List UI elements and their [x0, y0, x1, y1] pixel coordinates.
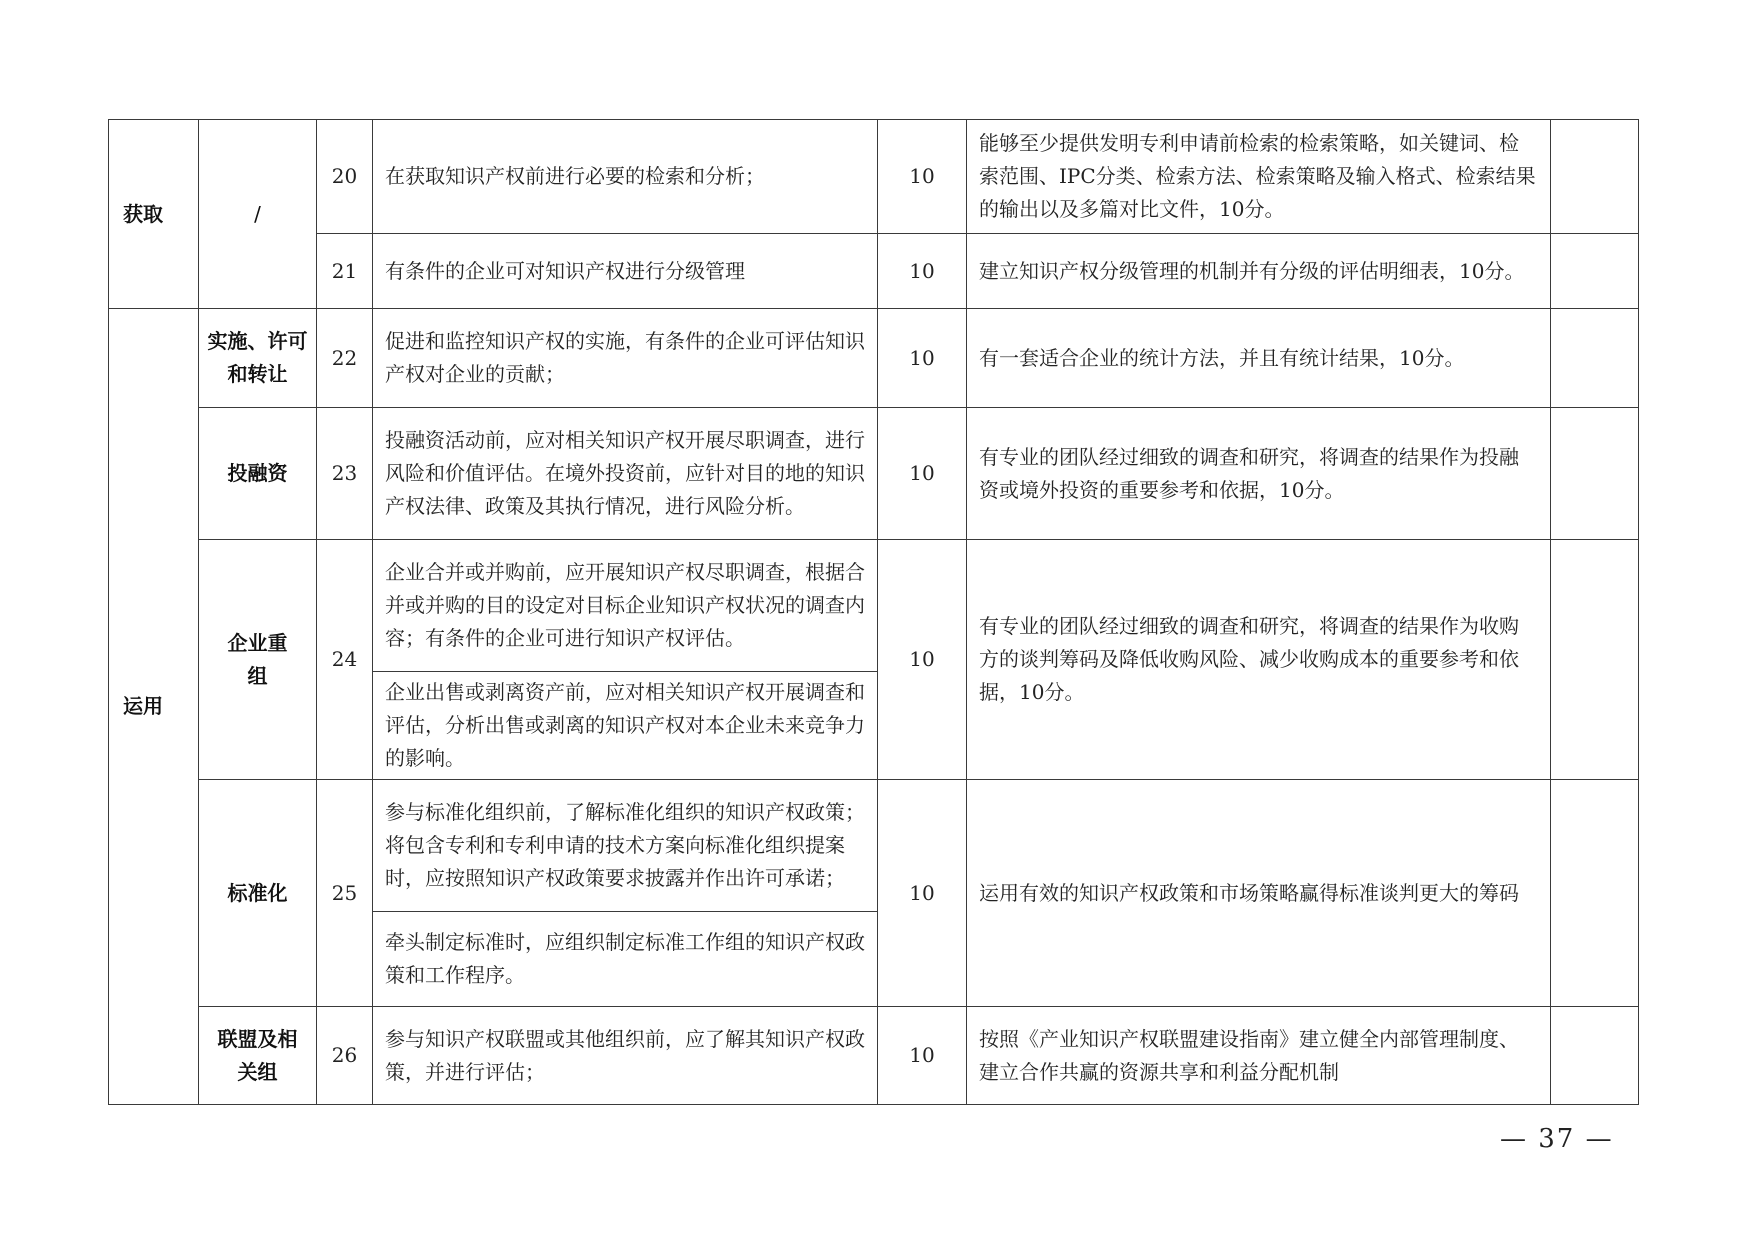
- subcategory-none: /: [199, 120, 317, 309]
- requirement-text: 牵头制定标准时，应组织制定标准工作组的知识产权政策和工作程序。: [373, 912, 878, 1007]
- result-cell: [1551, 120, 1639, 234]
- requirement-text: 有条件的企业可对知识产权进行分级管理: [373, 234, 878, 309]
- requirement-text: 企业出售或剥离资产前，应对相关知识产权开展调查和评估，分析出售或剥离的知识产权对本企业未来竞争力的影响。: [373, 672, 878, 780]
- item-number: 22: [317, 309, 373, 408]
- criteria-text: 运用有效的知识产权政策和市场策略赢得标准谈判更大的筹码: [967, 780, 1551, 1007]
- requirement-text: 投融资活动前，应对相关知识产权开展尽职调查，进行风险和价值评估。在境外投资前，应针对目的地的知识产权法律、政策及其执行情况，进行风险分析。: [373, 408, 878, 540]
- criteria-text: 有一套适合企业的统计方法，并且有统计结果，10分。: [967, 309, 1551, 408]
- score-value: 10: [878, 234, 967, 309]
- item-number: 21: [317, 234, 373, 309]
- score-value: 10: [878, 120, 967, 234]
- requirement-text: 促进和监控知识产权的实施，有条件的企业可评估知识产权对企业的贡献；: [373, 309, 878, 408]
- table-row: [109, 408, 1639, 540]
- score-value: 10: [878, 309, 967, 408]
- requirement-text: 企业合并或并购前，应开展知识产权尽职调查，根据合并或并购的目的设定对目标企业知识产权状况的调查内容；有条件的企业可进行知识产权评估。: [373, 540, 878, 672]
- category-use: 运用: [109, 309, 199, 1105]
- item-number: 20: [317, 120, 373, 234]
- requirement-text: 参与标准化组织前，了解标准化组织的知识产权政策；将包含专利和专利申请的技术方案向标准化组织提案时，应按照知识产权政策要求披露并作出许可承诺；: [373, 780, 878, 912]
- subcategory-investment: 投融资: [199, 408, 317, 540]
- requirement-text: 参与知识产权联盟或其他组织前，应了解其知识产权政策，并进行评估；: [373, 1007, 878, 1105]
- result-cell: [1551, 234, 1639, 309]
- score-value: 10: [878, 540, 967, 780]
- item-number: 26: [317, 1007, 373, 1105]
- criteria-text: 建立知识产权分级管理的机制并有分级的评估明细表，10分。: [967, 234, 1551, 309]
- result-cell: [1551, 1007, 1639, 1105]
- table-row: [109, 234, 1639, 309]
- score-value: 10: [878, 780, 967, 1007]
- item-number: 25: [317, 780, 373, 1007]
- result-cell: [1551, 540, 1639, 780]
- result-cell: [1551, 780, 1639, 1007]
- subcategory-standardization: 标准化: [199, 780, 317, 1007]
- category-acquire: 获取: [109, 120, 199, 309]
- criteria-text: 有专业的团队经过细致的调查和研究，将调查的结果作为投融资或境外投资的重要参考和依据，10分。: [967, 408, 1551, 540]
- table-row: [109, 540, 1639, 672]
- criteria-text: 能够至少提供发明专利申请前检索的检索策略，如关键词、检索范围、IPC分类、检索方法、检索策略及输入格式、检索结果的输出以及多篇对比文件，10分。: [967, 120, 1551, 234]
- result-cell: [1551, 408, 1639, 540]
- table-row: [109, 120, 1639, 234]
- subcategory-implementation: 实施、许可和转让: [199, 309, 317, 408]
- table-row: [109, 1007, 1639, 1105]
- item-number: 23: [317, 408, 373, 540]
- result-cell: [1551, 309, 1639, 408]
- requirement-text: 在获取知识产权前进行必要的检索和分析；: [373, 120, 878, 234]
- table-row: [109, 780, 1639, 912]
- score-value: 10: [878, 1007, 967, 1105]
- criteria-text: 有专业的团队经过细致的调查和研究，将调查的结果作为收购方的谈判筹码及降低收购风险、减少收购成本的重要参考和依据，10分。: [967, 540, 1551, 780]
- subcategory-restructuring: 企业重组: [199, 540, 317, 780]
- score-value: 10: [878, 408, 967, 540]
- page-number: — 37 —: [1500, 1124, 1614, 1154]
- item-number: 24: [317, 540, 373, 780]
- criteria-text: 按照《产业知识产权联盟建设指南》建立健全内部管理制度、建立合作共赢的资源共享和利益分配机制: [967, 1007, 1551, 1105]
- evaluation-table: [108, 119, 1639, 1105]
- table-row: [109, 309, 1639, 408]
- subcategory-alliance: 联盟及相关组: [199, 1007, 317, 1105]
